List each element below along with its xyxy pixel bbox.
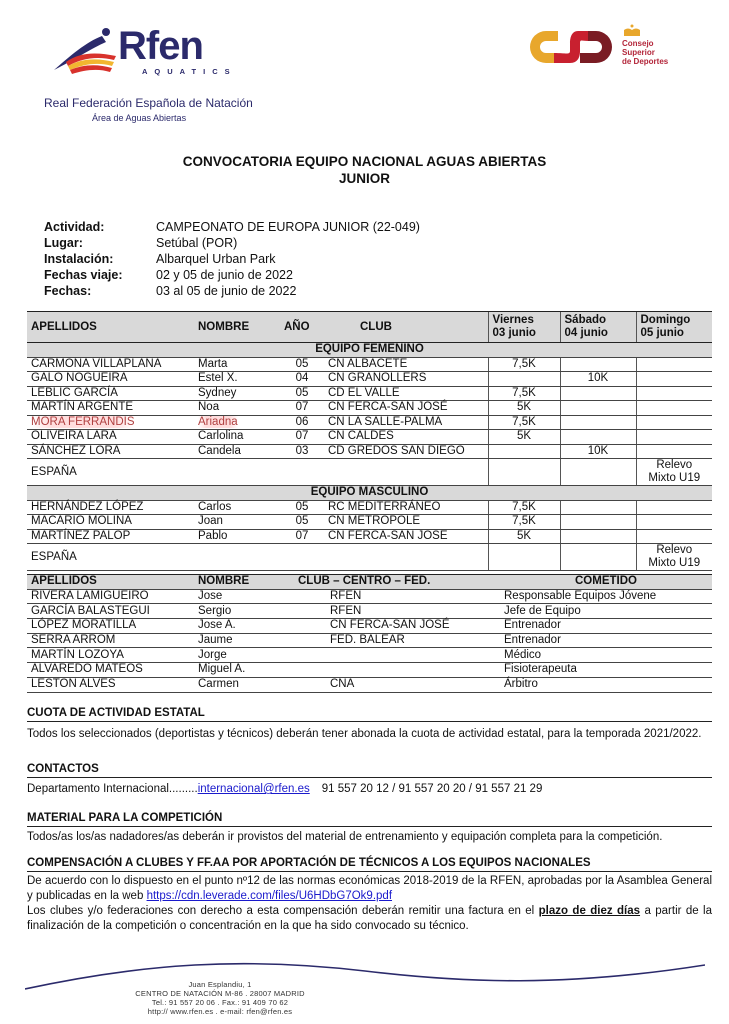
staff-table (27, 574, 712, 693)
swimmer-wave-icon (52, 22, 122, 78)
relay-team: ESPAÑA (27, 544, 488, 571)
contact-email-link[interactable]: internacional@rfen.es (197, 783, 310, 795)
athlete-surname: MACARIO MOLINA (27, 515, 194, 530)
event-day1 (488, 444, 560, 459)
staff-col-club: CLUB – CENTRO – FED. (294, 575, 500, 590)
info-row-travel-dates: Fechas viaje: 02 y 05 de junio de 2022 (44, 268, 293, 282)
event-day2 (560, 529, 636, 544)
col-club: CLUB (324, 312, 488, 343)
csd-mark-icon (530, 27, 620, 67)
athlete-row (27, 500, 712, 515)
staff-surname: SERRA ARROM (27, 633, 194, 648)
relay-event: Relevo Mixto U19 (636, 459, 712, 486)
contacts-body: Departamento Internacional.........internacional@rfen.es 91 557 20 12 / 91 557 20 20 / 91 557 21 29 (27, 783, 543, 795)
athlete-surname: GALO NOGUEIRA (27, 372, 194, 387)
event-day3 (636, 529, 712, 544)
athlete-row (27, 430, 712, 445)
staff-row (27, 663, 712, 678)
event-day1 (488, 459, 560, 486)
athlete-club: CN ALBACETE (324, 357, 488, 372)
event-day2 (560, 401, 636, 416)
event-day3 (636, 386, 712, 401)
rfen-wordmark: Rfen (118, 24, 203, 68)
staff-surname: LÓPEZ MORATILLA (27, 619, 194, 634)
section-female: EQUIPO FEMENINO (27, 343, 712, 358)
athlete-surname: MARTÍNEZ PALOP (27, 529, 194, 544)
staff-table-header (27, 575, 712, 590)
staff-row (27, 633, 712, 648)
material-title: MATERIAL PARA LA COMPETICIÓN (27, 812, 712, 827)
relay-row (27, 544, 712, 571)
col-name: NOMBRE (194, 312, 280, 343)
staff-surname: MARTÍN LOZOYA (27, 648, 194, 663)
staff-role: Responsable Equipos Jóvene (500, 589, 712, 604)
info-row-venue: Instalación: Albarquel Urban Park (44, 252, 276, 266)
staff-name: Sergio (194, 604, 294, 619)
athlete-year: 05 (280, 386, 324, 401)
athlete-year: 05 (280, 500, 324, 515)
staff-surname: LESTON ALVES (27, 677, 194, 692)
athlete-name: Carlos (194, 500, 280, 515)
event-day1: 5K (488, 430, 560, 445)
athlete-surname: LEBLIC GARCÍA (27, 386, 194, 401)
event-day3 (636, 515, 712, 530)
col-surname: APELLIDOS (27, 312, 194, 343)
event-day1: 7,5K (488, 415, 560, 430)
staff-name: Carmen (194, 677, 294, 692)
col-day1: Viernes 03 junio (488, 312, 560, 343)
event-day1 (488, 372, 560, 387)
col-day2: Sábado 04 junio (560, 312, 636, 343)
csd-name: Consejo Superior de Deportes (622, 39, 669, 66)
staff-surname: RIVERA LAMIGUEIRO (27, 589, 194, 604)
event-day1: 7,5K (488, 386, 560, 401)
staff-row (27, 677, 712, 692)
event-day2 (560, 459, 636, 486)
event-day2 (560, 500, 636, 515)
athlete-name: Candela (194, 444, 280, 459)
event-day2 (560, 415, 636, 430)
athlete-club: CN FERCA-SAN JOSE (324, 529, 488, 544)
rfen-logo (52, 22, 237, 78)
staff-name: Jose A. (194, 619, 294, 634)
athlete-year: 06 (280, 415, 324, 430)
csd-logo (530, 24, 680, 70)
athlete-club: RC MEDITERRÁNEO (324, 500, 488, 515)
staff-col-surname: APELLIDOS (27, 575, 194, 590)
staff-role: Árbitro (500, 677, 712, 692)
compensation-title: COMPENSACIÓN A CLUBES Y FF.AA POR APORTACIÓN DE TÉCNICOS A LOS EQUIPOS NACIONALES (27, 857, 712, 872)
deadline-emphasis: plazo de diez días (538, 905, 641, 917)
norms-pdf-link[interactable]: https://cdn.leverade.com/files/U6HDbG7Ok9.pdf (146, 890, 393, 902)
athlete-row (27, 372, 712, 387)
event-day2 (560, 357, 636, 372)
relay-event: Relevo Mixto U19 (636, 544, 712, 571)
athlete-surname: MORA FERRANDIS (27, 415, 194, 430)
staff-name: Jaume (194, 633, 294, 648)
event-day2 (560, 515, 636, 530)
athlete-club: CN CALDES (324, 430, 488, 445)
crown-icon (622, 24, 642, 38)
athlete-row (27, 401, 712, 416)
relay-row (27, 459, 712, 486)
staff-club: RFEN (294, 604, 500, 619)
event-day2 (560, 386, 636, 401)
event-day1: 7,5K (488, 515, 560, 530)
event-day1: 5K (488, 401, 560, 416)
athlete-surname: HERNÁNDEZ LÓPEZ (27, 500, 194, 515)
event-day3 (636, 500, 712, 515)
event-day3 (636, 401, 712, 416)
event-day3 (636, 372, 712, 387)
staff-name: Jose (194, 589, 294, 604)
athlete-name: Estel X. (194, 372, 280, 387)
athlete-year: 05 (280, 515, 324, 530)
athlete-surname: CARMONA VILLAPLANA (27, 357, 194, 372)
staff-role: Entrenador (500, 619, 712, 634)
athlete-name: Joan (194, 515, 280, 530)
athlete-row (27, 386, 712, 401)
event-day3 (636, 444, 712, 459)
event-day3 (636, 357, 712, 372)
athlete-club: CD EL VALLE (324, 386, 488, 401)
footer-address: Juan Esplandiu, 1 CENTRO DE NATACIÓN M-86 . 28007 MADRID Tel.: 91 557 20 06 . Fax.: 91 409 70 62 http:// www.rfen.es . e-mail: rfen@rfen.es (135, 980, 305, 1016)
col-day3: Domingo 05 junio (636, 312, 712, 343)
athlete-club: CN METROPOLE (324, 515, 488, 530)
staff-club: FED. BALEAR (294, 633, 500, 648)
staff-name: Miguel A. (194, 663, 294, 678)
org-name: Real Federación Española de Natación (44, 96, 253, 110)
event-day2: 10K (560, 372, 636, 387)
staff-club: CN FERCA-SAN JOSÉ (294, 619, 500, 634)
athlete-year: 07 (280, 401, 324, 416)
event-day2 (560, 544, 636, 571)
event-day2 (560, 430, 636, 445)
info-row-dates: Fechas: 03 al 05 de junio de 2022 (44, 284, 297, 298)
athlete-year: 07 (280, 529, 324, 544)
athlete-row (27, 415, 712, 430)
staff-role: Jefe de Equipo (500, 604, 712, 619)
staff-club: CNA (294, 677, 500, 692)
table-header (27, 312, 712, 343)
staff-row (27, 604, 712, 619)
event-day1: 7,5K (488, 357, 560, 372)
athlete-name: Marta (194, 357, 280, 372)
athlete-club: CD GREDOS SAN DIEGO (324, 444, 488, 459)
staff-row (27, 589, 712, 604)
athlete-row (27, 515, 712, 530)
staff-col-role: COMETIDO (500, 575, 712, 590)
event-day1 (488, 544, 560, 571)
compensation-body: De acuerdo con lo dispuesto en el punto nº12 de las normas económicas 2018-2019 de la RFEN, aprobadas por la Asamblea General y publicadas en la web https://cdn.leverade.com/files/U6HDbG7Ok9.pdf Los clubes y/o federaciones con derecho a esta compensación deberán remitir una factura en el plazo de diez días a partir de la finalización de la competición o concentración en la que ha sido convocado su técnico. (27, 875, 712, 932)
relay-team: ESPAÑA (27, 459, 488, 486)
staff-row (27, 619, 712, 634)
athlete-surname: MARTÍN ARGENTE (27, 401, 194, 416)
info-row-place: Lugar: Setúbal (POR) (44, 236, 238, 250)
material-body: Todos/as los/as nadadores/as deberán ir provistos del material de entrenamiento y equipación completa para la competición. (27, 831, 663, 843)
staff-club (294, 648, 500, 663)
staff-surname: ALVAREDO MATEOS (27, 663, 194, 678)
event-day1: 5K (488, 529, 560, 544)
staff-row (27, 648, 712, 663)
staff-role: Médico (500, 648, 712, 663)
athlete-row (27, 529, 712, 544)
athlete-surname: OLIVEIRA LARA (27, 430, 194, 445)
event-day3 (636, 430, 712, 445)
staff-club: RFEN (294, 589, 500, 604)
staff-col-name: NOMBRE (194, 575, 294, 590)
athlete-name: Pablo (194, 529, 280, 544)
staff-role: Entrenador (500, 633, 712, 648)
event-day1: 7,5K (488, 500, 560, 515)
athletes-table (27, 311, 712, 571)
document-title: CONVOCATORIA EQUIPO NACIONAL AGUAS ABIERTAS JUNIOR (182, 154, 547, 186)
col-year: AÑO (280, 312, 324, 343)
athlete-name: Carlolina (194, 430, 280, 445)
cuota-title: CUOTA DE ACTIVIDAD ESTATAL (27, 707, 712, 722)
athlete-row (27, 444, 712, 459)
cuota-body: Todos los seleccionados (deportistas y técnicos) deberán tener abonada la cuota de actividad estatal, para la temporada 2021/2022. (27, 728, 702, 740)
athlete-name: Sydney (194, 386, 280, 401)
event-day2: 10K (560, 444, 636, 459)
athlete-club: CN LA SALLE-PALMA (324, 415, 488, 430)
athlete-row (27, 357, 712, 372)
section-male: EQUIPO MASCULINO (27, 486, 712, 501)
contacts-title: CONTACTOS (27, 763, 712, 778)
event-day3 (636, 415, 712, 430)
staff-club (294, 663, 500, 678)
athlete-year: 03 (280, 444, 324, 459)
staff-name: Jorge (194, 648, 294, 663)
athlete-club: CN FERCA-SAN JOSÉ (324, 401, 488, 416)
staff-role: Fisioterapeuta (500, 663, 712, 678)
info-row-activity: Actividad: CAMPEONATO DE EUROPA JUNIOR (22-049) (44, 220, 420, 234)
athlete-name: Noa (194, 401, 280, 416)
athlete-surname: SÁNCHEZ LORA (27, 444, 194, 459)
org-area: Área de Aguas Abiertas (92, 113, 187, 123)
athlete-club: CN GRANOLLERS (324, 372, 488, 387)
event-info (44, 219, 420, 299)
athlete-name: Ariadna (194, 415, 280, 430)
rfen-subtitle: AQUATICS (142, 67, 237, 76)
athlete-year: 05 (280, 357, 324, 372)
athlete-year: 04 (280, 372, 324, 387)
staff-surname: GARCÍA BALASTEGUI (27, 604, 194, 619)
athlete-year: 07 (280, 430, 324, 445)
